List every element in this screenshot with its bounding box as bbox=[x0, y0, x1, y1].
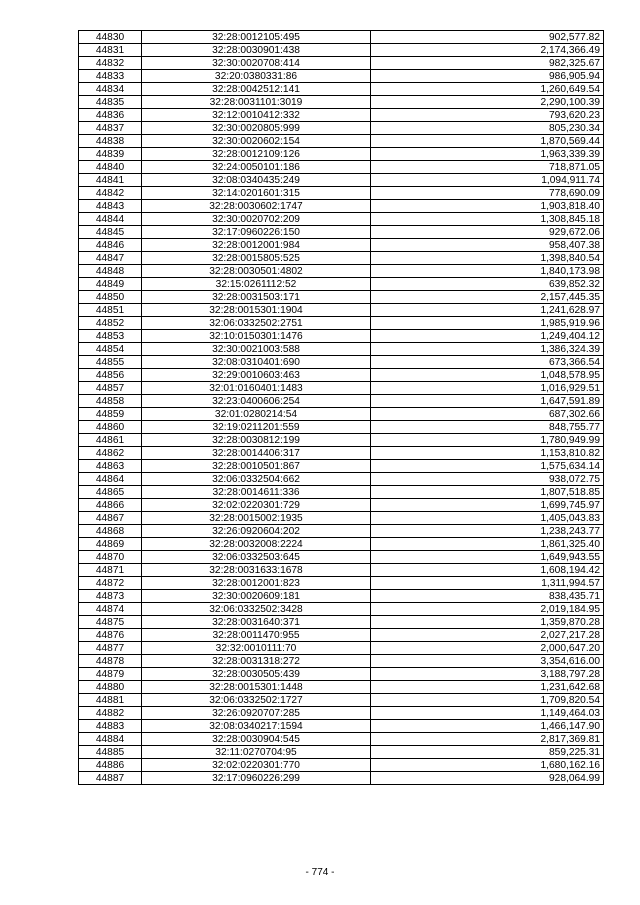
cadastral-value-cell: 1,903,818.40 bbox=[371, 200, 604, 213]
table-row bbox=[79, 213, 604, 226]
row-number-cell: 44862 bbox=[79, 447, 142, 460]
row-number-cell: 44878 bbox=[79, 655, 142, 668]
cadastral-number-cell: 32:28:0015301:1904 bbox=[142, 304, 371, 317]
row-number-cell: 44848 bbox=[79, 265, 142, 278]
cadastral-number-cell: 32:28:0030501:4802 bbox=[142, 265, 371, 278]
cadastral-value-cell: 1,241,628.97 bbox=[371, 304, 604, 317]
cadastral-number-cell: 32:28:0030505:439 bbox=[142, 668, 371, 681]
table-row bbox=[79, 577, 604, 590]
row-number-cell: 44853 bbox=[79, 330, 142, 343]
cadastral-number-cell: 32:28:0031318:272 bbox=[142, 655, 371, 668]
table-row bbox=[79, 161, 604, 174]
cadastral-value-cell: 2,174,366.49 bbox=[371, 44, 604, 57]
cadastral-number-cell: 32:08:0340435:249 bbox=[142, 174, 371, 187]
cadastral-number-cell: 32:28:0014406:317 bbox=[142, 447, 371, 460]
cadastral-number-cell: 32:01:0160401:1483 bbox=[142, 382, 371, 395]
cadastral-number-cell: 32:30:0020702:209 bbox=[142, 213, 371, 226]
cadastral-number-cell: 32:28:0011470:955 bbox=[142, 629, 371, 642]
table-row bbox=[79, 148, 604, 161]
cadastral-value-cell: 848,755.77 bbox=[371, 421, 604, 434]
row-number-cell: 44870 bbox=[79, 551, 142, 564]
table-row bbox=[79, 330, 604, 343]
cadastral-number-cell: 32:28:0015002:1935 bbox=[142, 512, 371, 525]
table-row bbox=[79, 447, 604, 460]
cadastral-value-cell: 1,649,943.55 bbox=[371, 551, 604, 564]
cadastral-number-cell: 32:26:0920707:285 bbox=[142, 707, 371, 720]
cadastral-number-cell: 32:01:0280214:54 bbox=[142, 408, 371, 421]
table-row bbox=[79, 746, 604, 759]
cadastral-number-cell: 32:28:0010501:867 bbox=[142, 460, 371, 473]
cadastral-value-cell: 718,871.05 bbox=[371, 161, 604, 174]
cadastral-value-cell: 2,019,184.95 bbox=[371, 603, 604, 616]
row-number-cell: 44872 bbox=[79, 577, 142, 590]
cadastral-value-cell: 1,870,569.44 bbox=[371, 135, 604, 148]
table-row bbox=[79, 408, 604, 421]
row-number-cell: 44880 bbox=[79, 681, 142, 694]
cadastral-number-cell: 32:15:0261112:52 bbox=[142, 278, 371, 291]
cadastral-number-cell: 32:30:0020805:999 bbox=[142, 122, 371, 135]
row-number-cell: 44873 bbox=[79, 590, 142, 603]
cadastral-number-cell: 32:06:0332502:2751 bbox=[142, 317, 371, 330]
row-number-cell: 44857 bbox=[79, 382, 142, 395]
cadastral-number-cell: 32:10:0150301:1476 bbox=[142, 330, 371, 343]
table-row bbox=[79, 395, 604, 408]
row-number-cell: 44847 bbox=[79, 252, 142, 265]
table-row bbox=[79, 122, 604, 135]
table-row bbox=[79, 421, 604, 434]
cadastral-value-cell: 1,149,464.03 bbox=[371, 707, 604, 720]
table-row bbox=[79, 668, 604, 681]
cadastral-value-cell: 805,230.34 bbox=[371, 122, 604, 135]
cadastral-value-cell: 1,963,339.39 bbox=[371, 148, 604, 161]
cadastral-value-cell: 639,852.32 bbox=[371, 278, 604, 291]
row-number-cell: 44871 bbox=[79, 564, 142, 577]
cadastral-number-cell: 32:28:0031503:171 bbox=[142, 291, 371, 304]
cadastral-value-table bbox=[78, 30, 604, 785]
cadastral-number-cell: 32:24:0050101:186 bbox=[142, 161, 371, 174]
cadastral-number-cell: 32:28:0031633:1678 bbox=[142, 564, 371, 577]
cadastral-value-cell: 929,672.06 bbox=[371, 226, 604, 239]
table-row bbox=[79, 44, 604, 57]
cadastral-value-cell: 986,905.94 bbox=[371, 70, 604, 83]
row-number-cell: 44884 bbox=[79, 733, 142, 746]
row-number-cell: 44850 bbox=[79, 291, 142, 304]
row-number-cell: 44887 bbox=[79, 772, 142, 785]
cadastral-value-cell: 1,647,591.89 bbox=[371, 395, 604, 408]
row-number-cell: 44843 bbox=[79, 200, 142, 213]
row-number-cell: 44842 bbox=[79, 187, 142, 200]
cadastral-number-cell: 32:30:0021003:588 bbox=[142, 343, 371, 356]
cadastral-value-cell: 1,780,949.99 bbox=[371, 434, 604, 447]
row-number-cell: 44855 bbox=[79, 356, 142, 369]
cadastral-value-cell: 2,817,369.81 bbox=[371, 733, 604, 746]
cadastral-value-cell: 2,000,647.20 bbox=[371, 642, 604, 655]
cadastral-value-cell: 1,709,820.54 bbox=[371, 694, 604, 707]
row-number-cell: 44830 bbox=[79, 31, 142, 44]
row-number-cell: 44876 bbox=[79, 629, 142, 642]
cadastral-number-cell: 32:28:0032008:2224 bbox=[142, 538, 371, 551]
cadastral-number-cell: 32:28:0031640:371 bbox=[142, 616, 371, 629]
cadastral-number-cell: 32:06:0332502:1727 bbox=[142, 694, 371, 707]
row-number-cell: 44867 bbox=[79, 512, 142, 525]
cadastral-value-cell: 928,064.99 bbox=[371, 772, 604, 785]
cadastral-value-cell: 673,366.54 bbox=[371, 356, 604, 369]
row-number-cell: 44875 bbox=[79, 616, 142, 629]
row-number-cell: 44835 bbox=[79, 96, 142, 109]
table-row bbox=[79, 655, 604, 668]
cadastral-value-cell: 1,386,324.39 bbox=[371, 343, 604, 356]
cadastral-number-cell: 32:12:0010412:332 bbox=[142, 109, 371, 122]
cadastral-number-cell: 32:28:0012001:823 bbox=[142, 577, 371, 590]
row-number-cell: 44882 bbox=[79, 707, 142, 720]
row-number-cell: 44844 bbox=[79, 213, 142, 226]
table-row bbox=[79, 70, 604, 83]
row-number-cell: 44861 bbox=[79, 434, 142, 447]
row-number-cell: 44860 bbox=[79, 421, 142, 434]
cadastral-value-cell: 1,311,994.57 bbox=[371, 577, 604, 590]
cadastral-value-cell: 902,577.82 bbox=[371, 31, 604, 44]
row-number-cell: 44831 bbox=[79, 44, 142, 57]
table-row bbox=[79, 486, 604, 499]
row-number-cell: 44886 bbox=[79, 759, 142, 772]
cadastral-value-cell: 838,435.71 bbox=[371, 590, 604, 603]
cadastral-value-cell: 1,840,173.98 bbox=[371, 265, 604, 278]
cadastral-value-cell: 1,238,243.77 bbox=[371, 525, 604, 538]
cadastral-number-cell: 32:02:0220301:770 bbox=[142, 759, 371, 772]
table-row bbox=[79, 317, 604, 330]
row-number-cell: 44837 bbox=[79, 122, 142, 135]
cadastral-value-cell: 778,690.09 bbox=[371, 187, 604, 200]
table-row bbox=[79, 96, 604, 109]
table-row bbox=[79, 681, 604, 694]
cadastral-number-cell: 32:19:0211201:559 bbox=[142, 421, 371, 434]
cadastral-number-cell: 32:28:0015301:1448 bbox=[142, 681, 371, 694]
row-number-cell: 44856 bbox=[79, 369, 142, 382]
cadastral-number-cell: 32:28:0014611:336 bbox=[142, 486, 371, 499]
cadastral-value-cell: 1,359,870.28 bbox=[371, 616, 604, 629]
table-row bbox=[79, 31, 604, 44]
row-number-cell: 44854 bbox=[79, 343, 142, 356]
row-number-cell: 44849 bbox=[79, 278, 142, 291]
cadastral-value-cell: 1,699,745.97 bbox=[371, 499, 604, 512]
table-row bbox=[79, 109, 604, 122]
table-row bbox=[79, 642, 604, 655]
cadastral-number-cell: 32:28:0031101:3019 bbox=[142, 96, 371, 109]
row-number-cell: 44883 bbox=[79, 720, 142, 733]
table-row bbox=[79, 265, 604, 278]
table-row bbox=[79, 174, 604, 187]
table-row bbox=[79, 343, 604, 356]
cadastral-number-cell: 32:28:0012105:495 bbox=[142, 31, 371, 44]
cadastral-value-cell: 1,308,845.18 bbox=[371, 213, 604, 226]
cadastral-number-cell: 32:14:0201601:315 bbox=[142, 187, 371, 200]
row-number-cell: 44846 bbox=[79, 239, 142, 252]
table-row bbox=[79, 772, 604, 785]
table-row bbox=[79, 460, 604, 473]
row-number-cell: 44858 bbox=[79, 395, 142, 408]
cadastral-number-cell: 32:02:0220301:729 bbox=[142, 499, 371, 512]
table-row bbox=[79, 616, 604, 629]
cadastral-number-cell: 32:28:0012109:126 bbox=[142, 148, 371, 161]
table-row bbox=[79, 733, 604, 746]
cadastral-number-cell: 32:28:0042512:141 bbox=[142, 83, 371, 96]
row-number-cell: 44833 bbox=[79, 70, 142, 83]
table-row bbox=[79, 369, 604, 382]
table-row bbox=[79, 629, 604, 642]
table-row bbox=[79, 135, 604, 148]
row-number-cell: 44885 bbox=[79, 746, 142, 759]
table-row bbox=[79, 707, 604, 720]
table-row bbox=[79, 499, 604, 512]
cadastral-value-cell: 1,608,194.42 bbox=[371, 564, 604, 577]
cadastral-number-cell: 32:06:0332502:3428 bbox=[142, 603, 371, 616]
table-row bbox=[79, 473, 604, 486]
row-number-cell: 44834 bbox=[79, 83, 142, 96]
table-row bbox=[79, 356, 604, 369]
table-row bbox=[79, 304, 604, 317]
row-number-cell: 44845 bbox=[79, 226, 142, 239]
row-number-cell: 44841 bbox=[79, 174, 142, 187]
table-row bbox=[79, 57, 604, 70]
table-row bbox=[79, 434, 604, 447]
row-number-cell: 44877 bbox=[79, 642, 142, 655]
cadastral-value-cell: 1,398,840.54 bbox=[371, 252, 604, 265]
row-number-cell: 44851 bbox=[79, 304, 142, 317]
cadastral-value-cell: 1,861,325.40 bbox=[371, 538, 604, 551]
table-row bbox=[79, 720, 604, 733]
row-number-cell: 44879 bbox=[79, 668, 142, 681]
cadastral-number-cell: 32:28:0030812:199 bbox=[142, 434, 371, 447]
cadastral-number-cell: 32:08:0340217:1594 bbox=[142, 720, 371, 733]
cadastral-value-cell: 1,466,147.90 bbox=[371, 720, 604, 733]
cadastral-value-cell: 3,188,797.28 bbox=[371, 668, 604, 681]
cadastral-value-cell: 3,354,616.00 bbox=[371, 655, 604, 668]
cadastral-value-cell: 1,680,162.16 bbox=[371, 759, 604, 772]
row-number-cell: 44839 bbox=[79, 148, 142, 161]
table-row bbox=[79, 551, 604, 564]
cadastral-value-cell: 1,231,642.68 bbox=[371, 681, 604, 694]
row-number-cell: 44881 bbox=[79, 694, 142, 707]
cadastral-value-cell: 958,407.38 bbox=[371, 239, 604, 252]
cadastral-number-cell: 32:06:0332503:645 bbox=[142, 551, 371, 564]
table-row bbox=[79, 382, 604, 395]
cadastral-value-cell: 1,094,911.74 bbox=[371, 174, 604, 187]
table-row bbox=[79, 187, 604, 200]
table-row bbox=[79, 226, 604, 239]
cadastral-value-cell: 1,985,919.96 bbox=[371, 317, 604, 330]
cadastral-value-cell: 2,027,217.28 bbox=[371, 629, 604, 642]
cadastral-value-cell: 1,575,634.14 bbox=[371, 460, 604, 473]
row-number-cell: 44840 bbox=[79, 161, 142, 174]
cadastral-number-cell: 32:08:0310401:690 bbox=[142, 356, 371, 369]
cadastral-number-cell: 32:28:0030602:1747 bbox=[142, 200, 371, 213]
table-row bbox=[79, 239, 604, 252]
row-number-cell: 44864 bbox=[79, 473, 142, 486]
cadastral-value-cell: 1,260,649.54 bbox=[371, 83, 604, 96]
row-number-cell: 44865 bbox=[79, 486, 142, 499]
cadastral-number-cell: 32:26:0920604:202 bbox=[142, 525, 371, 538]
table-row bbox=[79, 590, 604, 603]
cadastral-value-cell: 1,016,929.51 bbox=[371, 382, 604, 395]
page-number: - 774 - bbox=[305, 867, 335, 878]
cadastral-number-cell: 32:30:0020602:154 bbox=[142, 135, 371, 148]
row-number-cell: 44852 bbox=[79, 317, 142, 330]
row-number-cell: 44869 bbox=[79, 538, 142, 551]
table-row bbox=[79, 291, 604, 304]
cadastral-value-cell: 1,249,404.12 bbox=[371, 330, 604, 343]
table-row bbox=[79, 603, 604, 616]
cadastral-number-cell: 32:28:0030904:545 bbox=[142, 733, 371, 746]
cadastral-value-cell: 687,302.66 bbox=[371, 408, 604, 421]
table-row bbox=[79, 512, 604, 525]
cadastral-value-cell: 1,807,518.85 bbox=[371, 486, 604, 499]
cadastral-value-cell: 1,048,578.95 bbox=[371, 369, 604, 382]
table-row bbox=[79, 694, 604, 707]
cadastral-value-cell: 982,325.67 bbox=[371, 57, 604, 70]
cadastral-value-cell: 859,225.31 bbox=[371, 746, 604, 759]
cadastral-number-cell: 32:32:0010111:70 bbox=[142, 642, 371, 655]
table-row bbox=[79, 564, 604, 577]
row-number-cell: 44859 bbox=[79, 408, 142, 421]
cadastral-number-cell: 32:30:0020609:181 bbox=[142, 590, 371, 603]
table-row bbox=[79, 200, 604, 213]
table-body bbox=[79, 31, 604, 785]
table-row bbox=[79, 525, 604, 538]
cadastral-number-cell: 32:29:0010603:463 bbox=[142, 369, 371, 382]
cadastral-number-cell: 32:23:0400606:254 bbox=[142, 395, 371, 408]
cadastral-number-cell: 32:28:0012001:984 bbox=[142, 239, 371, 252]
table-row bbox=[79, 538, 604, 551]
table-row bbox=[79, 83, 604, 96]
cadastral-value-cell: 2,290,100.39 bbox=[371, 96, 604, 109]
table-row bbox=[79, 252, 604, 265]
cadastral-number-cell: 32:11:0270704:95 bbox=[142, 746, 371, 759]
row-number-cell: 44838 bbox=[79, 135, 142, 148]
cadastral-number-cell: 32:28:0030901:438 bbox=[142, 44, 371, 57]
cadastral-number-cell: 32:28:0015805:525 bbox=[142, 252, 371, 265]
row-number-cell: 44836 bbox=[79, 109, 142, 122]
table-row bbox=[79, 278, 604, 291]
cadastral-number-cell: 32:17:0960226:299 bbox=[142, 772, 371, 785]
cadastral-value-cell: 1,153,810.82 bbox=[371, 447, 604, 460]
cadastral-number-cell: 32:06:0332504:662 bbox=[142, 473, 371, 486]
cadastral-value-cell: 793,620.23 bbox=[371, 109, 604, 122]
row-number-cell: 44832 bbox=[79, 57, 142, 70]
cadastral-value-cell: 1,405,043.83 bbox=[371, 512, 604, 525]
row-number-cell: 44874 bbox=[79, 603, 142, 616]
cadastral-number-cell: 32:30:0020708:414 bbox=[142, 57, 371, 70]
table-row bbox=[79, 759, 604, 772]
cadastral-number-cell: 32:20:0380331:86 bbox=[142, 70, 371, 83]
row-number-cell: 44863 bbox=[79, 460, 142, 473]
row-number-cell: 44866 bbox=[79, 499, 142, 512]
row-number-cell: 44868 bbox=[79, 525, 142, 538]
cadastral-value-cell: 938,072.75 bbox=[371, 473, 604, 486]
cadastral-number-cell: 32:17:0960226:150 bbox=[142, 226, 371, 239]
cadastral-value-cell: 2,157,445.35 bbox=[371, 291, 604, 304]
